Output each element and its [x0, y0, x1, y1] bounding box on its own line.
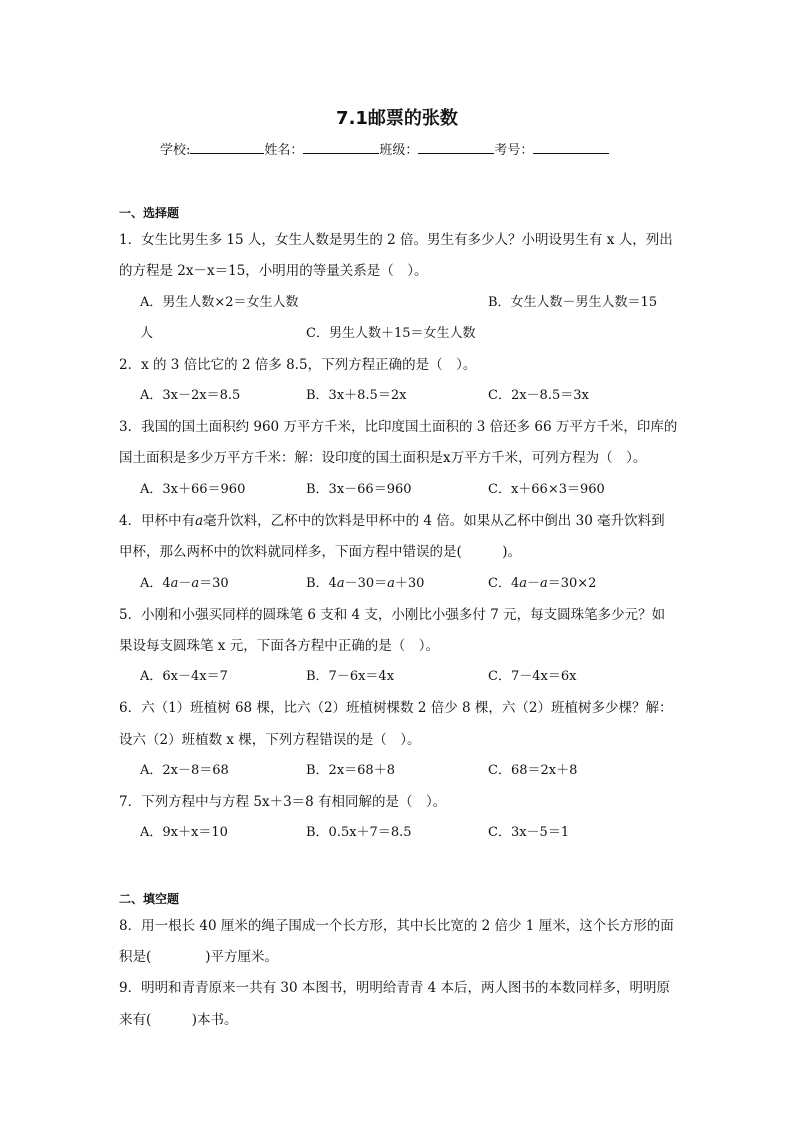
name-blank[interactable] [303, 141, 379, 154]
class-blank[interactable] [418, 141, 494, 154]
page-title: 7.1邮票的张数 [336, 108, 458, 129]
question-7-option-b[interactable]: B．0.5x＋7＝8.5 [306, 825, 412, 840]
question-5-line-1: 5．小刚和小强买同样的圆珠笔 6 支和 4 支，小刚比小强多付 7 元，每支圆珠笔多少元？如 [119, 607, 666, 623]
question-7-option-c[interactable]: C．3x－5＝1 [488, 825, 570, 840]
question-9-line-2: 来有( )本书。 [119, 1012, 238, 1028]
question-2-line-1: 2．x 的 3 倍比它的 2 倍多 8.5，下列方程正确的是（ ）。 [119, 357, 477, 373]
question-2-option-b[interactable]: B．3x＋8.5＝2x [306, 388, 407, 403]
question-4-line-1: 4．甲杯中有𝑎毫升饮料，乙杯中的饮料是甲杯中的 4 倍。如果从乙杯中倒出 30 毫升饮料到 [119, 513, 665, 529]
question-5-option-a[interactable]: A．6x－4x＝7 [140, 669, 228, 684]
question-8-line-1: 8．用一根长 40 厘米的绳子围成一个长方形，其中长比宽的 2 倍少 1 厘米，这个长方形的面 [119, 918, 674, 934]
question-6-line-2: 设六（2）班植数 x 棵，下列方程错误的是（ ）。 [119, 732, 421, 748]
question-9-line-1: 9．明明和青青原来一共有 30 本图书，明明给青青 4 本后，两人图书的本数同样多，明明原 [119, 980, 671, 996]
question-4-option-c[interactable]: C．4𝑎－𝑎＝30×2 [488, 576, 597, 591]
question-6-option-a[interactable]: A．2x－8＝68 [140, 763, 229, 778]
question-1-option-c[interactable]: C．男生人数＋15＝女生人数 [306, 326, 476, 341]
question-1-line-2: 的方程是 2x－x＝15，小明用的等量关系是（ ）。 [119, 263, 428, 279]
question-8-line-2: 积是( )平方厘米。 [119, 949, 279, 965]
question-1-option-a[interactable]: A．男生人数×2＝女生人数 [140, 295, 299, 310]
section-heading-fill-blank: 二、填空题 [119, 892, 180, 906]
question-5-line-2: 果设每支圆珠笔 x 元，下面各方程中正确的是（ ）。 [119, 638, 439, 654]
question-6-line-1: 6．六（1）班植树 68 棵，比六（2）班植树棵数 2 倍少 8 棵，六（2）班植树多少棵？解： [119, 700, 673, 716]
school-label: 学校: [160, 143, 191, 158]
question-4-option-a[interactable]: A．4𝑎－𝑎＝30 [140, 576, 229, 591]
question-6-option-b[interactable]: B．2x＝68＋8 [306, 763, 395, 778]
question-4-option-b[interactable]: B．4𝑎－30＝𝑎＋30 [306, 576, 425, 591]
question-3-option-c[interactable]: C．x＋66×3＝960 [488, 482, 605, 497]
question-3-line-2: 国土面积是多少万平方千米：解：设印度的国土面积是x万平方千米，可列方程为（ ）。 [119, 450, 647, 466]
question-5-option-c[interactable]: C．7－4x＝6x [488, 669, 577, 684]
question-7-option-a[interactable]: A．9x＋x＝10 [140, 825, 228, 840]
question-5-option-b[interactable]: B．7－6x＝4x [306, 669, 395, 684]
class-label: 班级： [379, 143, 419, 158]
question-1-line-1: 1．女生比男生多 15 人，女生人数是男生的 2 倍。男生有多少人？小明设男生有 x 人，列出 [119, 232, 673, 248]
student-info-line [160, 139, 609, 158]
section-heading-choice: 一、选择题 [119, 206, 180, 220]
question-6-option-c[interactable]: C．68＝2x＋8 [488, 763, 578, 778]
question-3-option-b[interactable]: B．3x－66＝960 [306, 482, 412, 497]
question-2-option-c[interactable]: C．2x－8.5＝3x [488, 388, 589, 403]
school-blank[interactable] [190, 141, 264, 154]
question-2-option-a[interactable]: A．3x－2x＝8.5 [140, 388, 241, 403]
question-7-line-1: 7．下列方程中与方程 5x＋3＝8 有相同解的是（ ）。 [119, 794, 447, 810]
exam-no-label: 考号： [494, 143, 534, 158]
question-1-option-b[interactable]: B．女生人数－男生人数＝15 [488, 295, 658, 310]
question-3-option-a[interactable]: A．3x＋66＝960 [140, 482, 246, 497]
question-1-option-b-continued: 人 [140, 326, 154, 341]
exam-no-blank[interactable] [533, 141, 609, 154]
name-label: 姓名： [264, 143, 304, 158]
question-3-line-1: 3．我国的国土面积约 960 万平方千米，比印度国土面积的 3 倍还多 66 万平方千米，印库的 [119, 419, 678, 435]
question-4-line-2: 甲杯，那么两杯中的饮料就同样多，下面方程中错误的是( )。 [119, 544, 522, 560]
